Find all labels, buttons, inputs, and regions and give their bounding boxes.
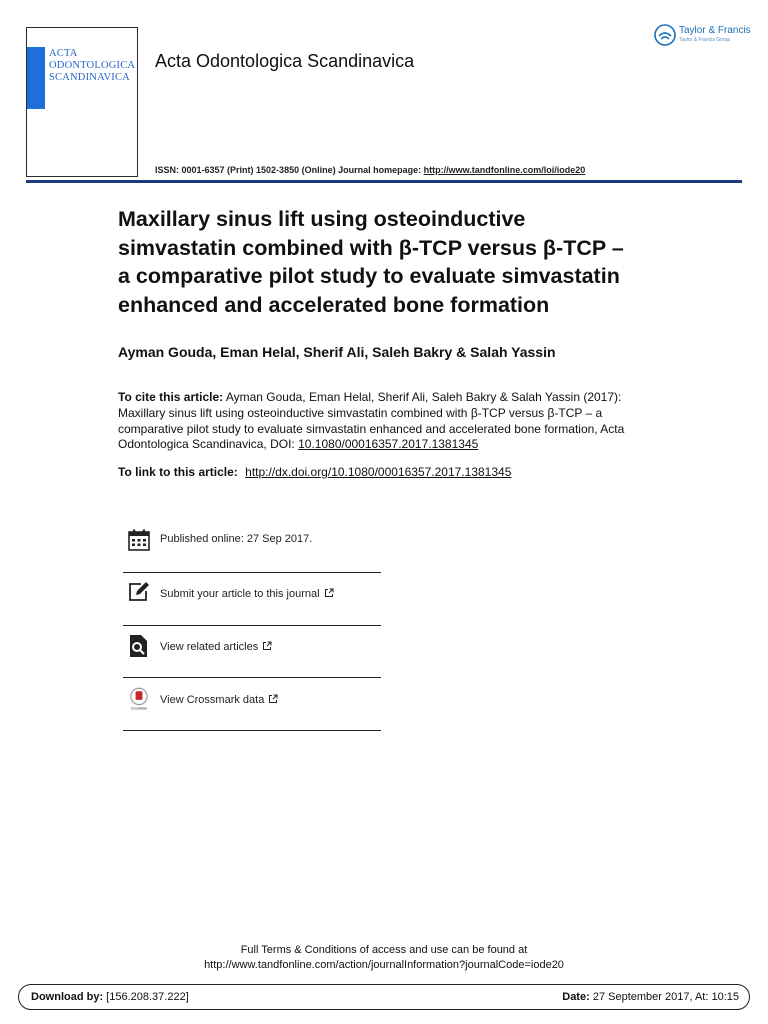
submit-article-label[interactable] (160, 588, 334, 600)
cite-text: Ayman Gouda, Eman Helal, Sherif Ali, Saleh Bakry & Salah Yassin (2017): Maxillary sinus lift using osteoinductive simvastatin combined with β-TCP versus β-TCP – a comparative pilot study to evaluate simvastatin enhanced and accelerated bone formation, Acta Odontologica Scandinavica, DOI: (118, 390, 625, 452)
divider (123, 730, 381, 731)
related-articles-link[interactable] (123, 626, 381, 678)
submit-article-text: Submit your article to this journal (160, 588, 320, 600)
download-by (31, 991, 189, 1003)
published-online (123, 521, 381, 573)
crossmark-text: View Crossmark data (160, 694, 265, 706)
cover-title (49, 48, 139, 84)
publisher-group: Taylor & Francis Group (679, 37, 731, 43)
download-info-bar (18, 984, 750, 1010)
terms-url[interactable]: http://www.tandfonline.com/action/journalInformation?journalCode=iode20 (204, 959, 564, 971)
external-link-icon (262, 641, 272, 651)
article-title-line: enhanced and accelerated bone formation (118, 292, 550, 317)
cover-title-line: ACTA (49, 48, 78, 59)
divider (123, 677, 381, 678)
publisher-name: Taylor & Francis (679, 25, 751, 36)
crossmark-icon (127, 687, 151, 711)
article-doi-link[interactable]: http://dx.doi.org/10.1080/00016357.2017.1381345 (245, 465, 512, 479)
journal-homepage-link[interactable]: http://www.tandfonline.com/loi/iode20 (423, 165, 586, 175)
calendar-icon (127, 528, 151, 552)
external-link-icon (324, 588, 334, 598)
cover-accent-bar (27, 47, 45, 109)
download-by-value: [156.208.37.222] (106, 991, 189, 1003)
related-articles-text: View related articles (160, 641, 259, 653)
article-title-line: Maxillary sinus lift using osteoinductive (118, 207, 526, 231)
edit-icon (127, 580, 151, 604)
published-online-label: Published online: 27 Sep 2017. (160, 533, 313, 545)
submit-article-link[interactable] (123, 574, 381, 626)
article-title (118, 205, 678, 319)
crossmark-label[interactable] (160, 694, 278, 706)
publisher-logo-icon (654, 24, 676, 46)
cite-doi-link[interactable]: 10.1080/00016357.2017.1381345 (298, 437, 479, 452)
date-value: 27 September 2017, At: 10:15 (592, 991, 739, 1003)
article-title-line: simvastatin combined with β-TCP versus β-TCP – (118, 235, 624, 260)
terms-line: Full Terms & Conditions of access and use can be found at (240, 944, 528, 956)
journal-cover (26, 27, 138, 177)
download-by-label: Download by: (31, 991, 104, 1003)
issn-text: ISSN: 0001-6357 (Print) 1502-3850 (Online) Journal homepage: (155, 165, 422, 175)
article-link-line (118, 465, 511, 479)
journal-name: Acta Odontologica Scandinavica (155, 51, 415, 71)
article-title-line: a comparative pilot study to evaluate simvastatin (118, 264, 620, 288)
cover-title-line: SCANDINAVICA (49, 72, 130, 83)
citation-block (118, 390, 648, 453)
related-articles-icon (127, 634, 151, 658)
publisher-logo (654, 22, 751, 48)
issn-line (155, 165, 585, 175)
link-label: To link to this article: (118, 465, 238, 479)
divider (123, 572, 381, 573)
authors: Ayman Gouda, Eman Helal, Sherif Ali, Saleh Bakry & Salah Yassin (118, 344, 556, 360)
cover-title-line: ODONTOLOGICA (49, 60, 136, 71)
crossmark-link[interactable] (123, 679, 381, 731)
cite-label: To cite this article: (118, 390, 224, 404)
terms-notice (0, 943, 768, 973)
related-articles-label[interactable] (160, 641, 272, 653)
header-divider (26, 180, 742, 183)
date-label: Date: (562, 991, 590, 1003)
download-date (562, 991, 739, 1003)
external-link-icon (268, 694, 278, 704)
crossmark-caption: CrossMark (130, 706, 148, 711)
